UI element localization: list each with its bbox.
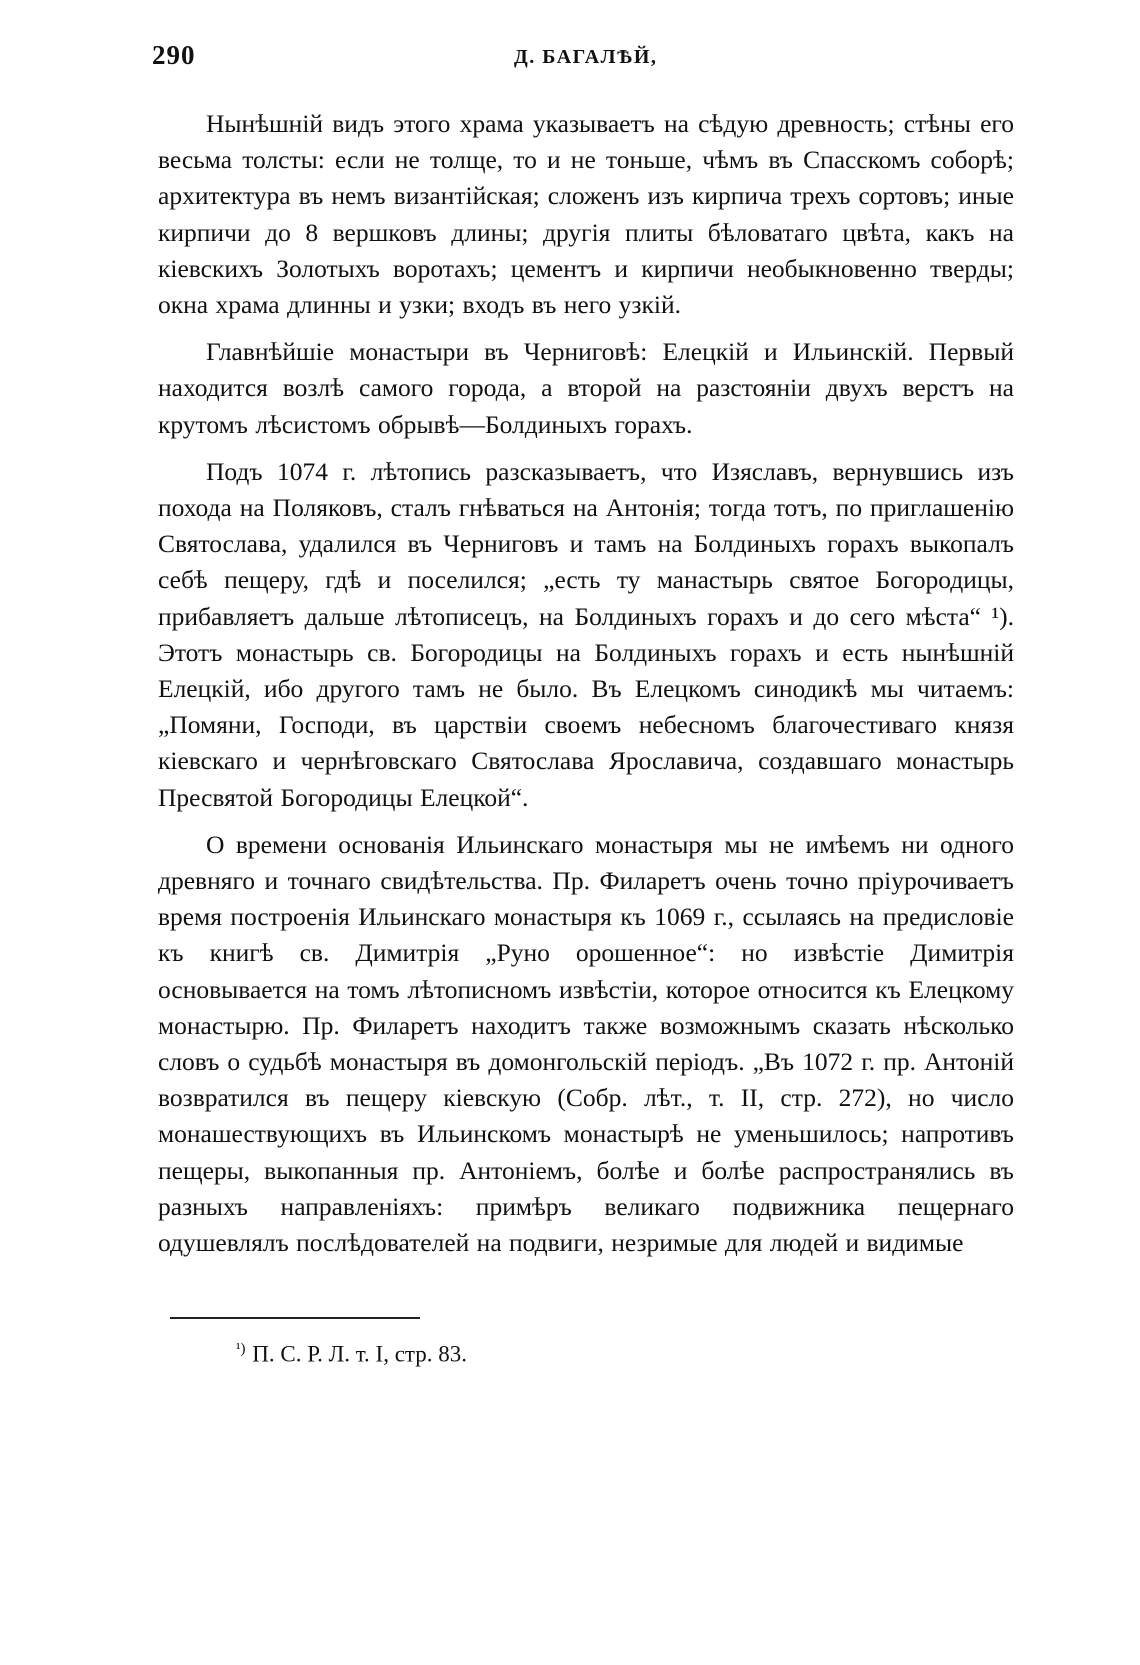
paragraph-chronicle-1074: Подъ 1074 г. лѣтопись разсказываетъ, что Изяславъ, вернувшись изъ похода на Поляковъ, сталъ гнѣваться на Антонія; тогда тотъ, по приглашенію Святослава, удалился въ Черниговъ и тамъ на Болдиныхъ горахъ выкопалъ себѣ пещеру, гдѣ и поселился; „есть ту манастырь святое Богородицы, прибавляетъ дальше лѣтописецъ, на Болдиныхъ горахъ и до сего мѣста“ ¹). Этотъ монастырь св. Богородицы на Болдиныхъ горахъ и есть нынѣшній Елецкій, ибо другого тамъ не было. Въ Елецкомъ синодикѣ мы читаемъ: „Помяни, Господи, въ царствіи своемъ небесномъ благочестиваго князя кіевскаго и чернѣговскаго Святослава Ярославича, создавшаго монастырь Пресвятой Богородицы Елецкой“. <box>158 456 1014 812</box>
page-number: 290 <box>152 40 196 70</box>
running-head: Д. БАГАЛѢЙ, <box>514 46 658 68</box>
paragraph-main-monasteries: Главнѣйшіе монастыри въ Черниговѣ: Елецкій и Ильинскій. Первый находится возлѣ самого города, а второй на разстояніи двухъ верстъ на крутомъ лѣсистомъ обрывѣ—Болдиныхъ горахъ. <box>158 337 1014 439</box>
page-header <box>152 40 1014 80</box>
footnote-divider <box>170 1317 420 1319</box>
book-page <box>152 40 1014 1368</box>
paragraph-ilyinsky-founding: О времени основанія Ильинскаго монастыря мы не имѣемъ ни одного древняго и точнаго свидѣтельства. Пр. Филаретъ очень точно пріурочиваетъ время построенія Ильинскаго монастыря къ 1069 г., ссылаясь на предисловіе къ книгѣ св. Димитрія „Руно орошенное“: но извѣстіе Димитрія основывается на томъ лѣтописномъ извѣстіи, которое относится къ Елецкому монастырю. Пр. Филаретъ находитъ также возможнымъ сказать нѣсколько словъ о судьбѣ монастыря въ домонгольскій періодъ. „Въ 1072 г. пр. Антоній возвратился въ пещеру кіевскую (Собр. лѣт., т. II, стр. 272), но число монашествующихъ въ Ильинскомъ монастырѣ не уменьшилось; напротивъ пещеры, выкопанныя пр. Антоніемъ, болѣе и болѣе распространялись въ разныхъ направленіяхъ: примѣръ великаго подвижника пещернаго одушевлялъ послѣдователей на подвиги, незримые для людей и видимые <box>158 829 1014 1258</box>
footnote-marker: ¹) <box>236 1341 246 1358</box>
footnote <box>236 1341 1014 1368</box>
footnote-text: П. С. Р. Л. т. I, стр. 83. <box>252 1341 467 1367</box>
paragraph-temple-description: Нынѣшній видъ этого храма указываетъ на сѣдую древность; стѣны его весьма толсты: если не толще, то и не тоньше, чѣмъ въ Спасскомъ соборѣ; архитектура въ немъ византійская; сложенъ изъ кирпича трехъ сортовъ; иные кирпичи до 8 вершковъ длины; другія плиты бѣловатаго цвѣта, какъ на кіевскихъ Золотыхъ воротахъ; цементъ и кирпичи необыкновенно тверды; окна храма длинны и узки; входъ въ него узкій. <box>158 109 1014 320</box>
